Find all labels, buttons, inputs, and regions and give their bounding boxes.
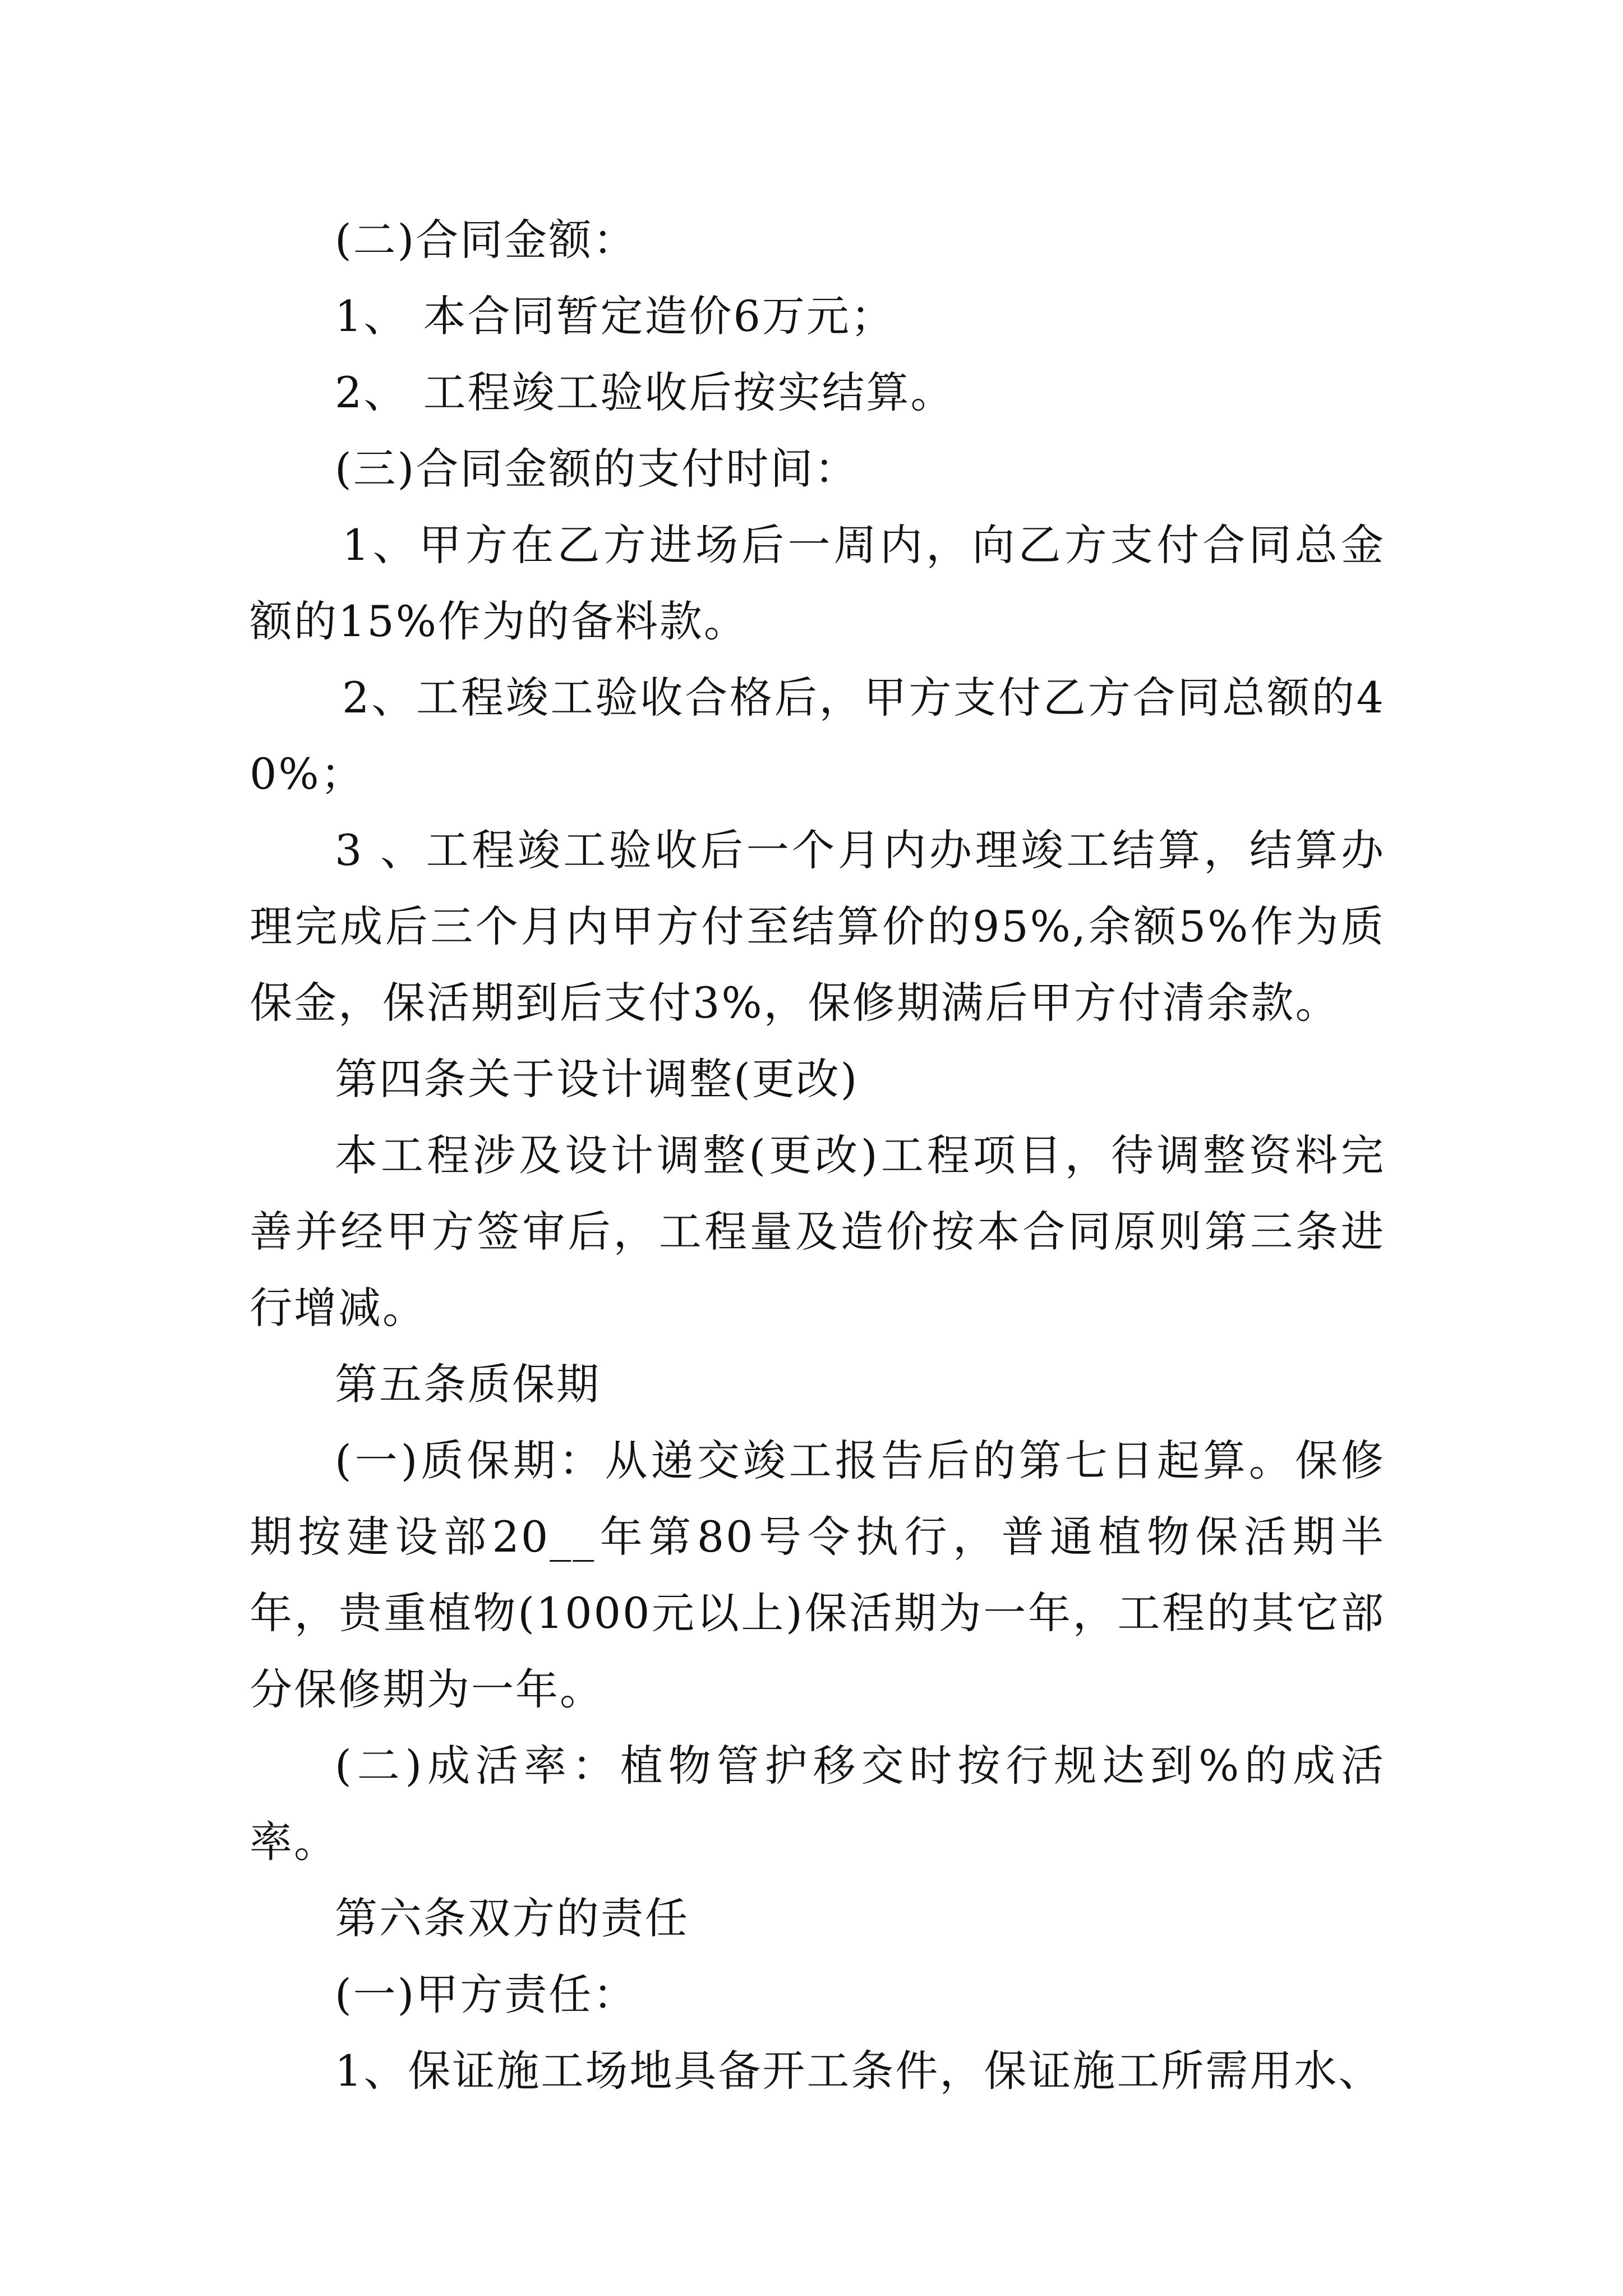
paragraph-survival-rate: (二)成活率：植物管护移交时按行规达到%的成活率。 (250, 1741, 1385, 1867)
paragraph-article-5-heading: 第五条质保期 (335, 1359, 601, 1409)
document-body (250, 202, 1385, 2109)
paragraph-warranty-period: (一)质保期：从递交竣工报告后的第七日起算。保修期按建设部20__年第80号令执行，普通植物保活期半年，贵重植物(1000元以上)保活期为一年，工程的其它部分保修期为一年。 (250, 1435, 1385, 1714)
paragraph-article-4-heading: 第四条关于设计调整(更改) (335, 1054, 859, 1104)
paragraph-payment-item-3: 3 、工程竣工验收后一个月内办理竣工结算，结算办理完成后三个月内甲方付至结算价的95%,余额5%作为质保金，保活期到后支付3%，保修期满后甲方付清余款。 (250, 825, 1385, 1028)
paragraph-article-6-heading: 第六条双方的责任 (335, 1893, 689, 1943)
paragraph-amount-item-1: 1、 本合同暂定造价6万元； (335, 291, 895, 341)
paragraph-contract-amount-heading: (二)合同金额： (335, 215, 638, 265)
paragraph-amount-item-2: 2、 工程竣工验收后按实结算。 (335, 367, 955, 417)
paragraph-payment-time-heading: (三)合同金额的支付时间： (335, 444, 859, 494)
paragraph-payment-item-2: 2、工程竣工验收合格后，甲方支付乙方合同总额的40%； (250, 673, 1385, 799)
paragraph-party-a-item-1: 1、保证施工场地具备开工条件，保证施工所需用水、 (335, 2046, 1383, 2096)
paragraph-payment-item-1: 1、甲方在乙方进场后一周内，向乙方支付合同总金额的15%作为的备料款。 (250, 520, 1385, 646)
paragraph-party-a-heading: (一)甲方责任： (335, 1970, 638, 2019)
paragraph-article-4-body: 本工程涉及设计调整(更改)工程项目，待调整资料完善并经甲方签审后，工程量及造价按本合同原则第三条进行增减。 (250, 1130, 1385, 1333)
